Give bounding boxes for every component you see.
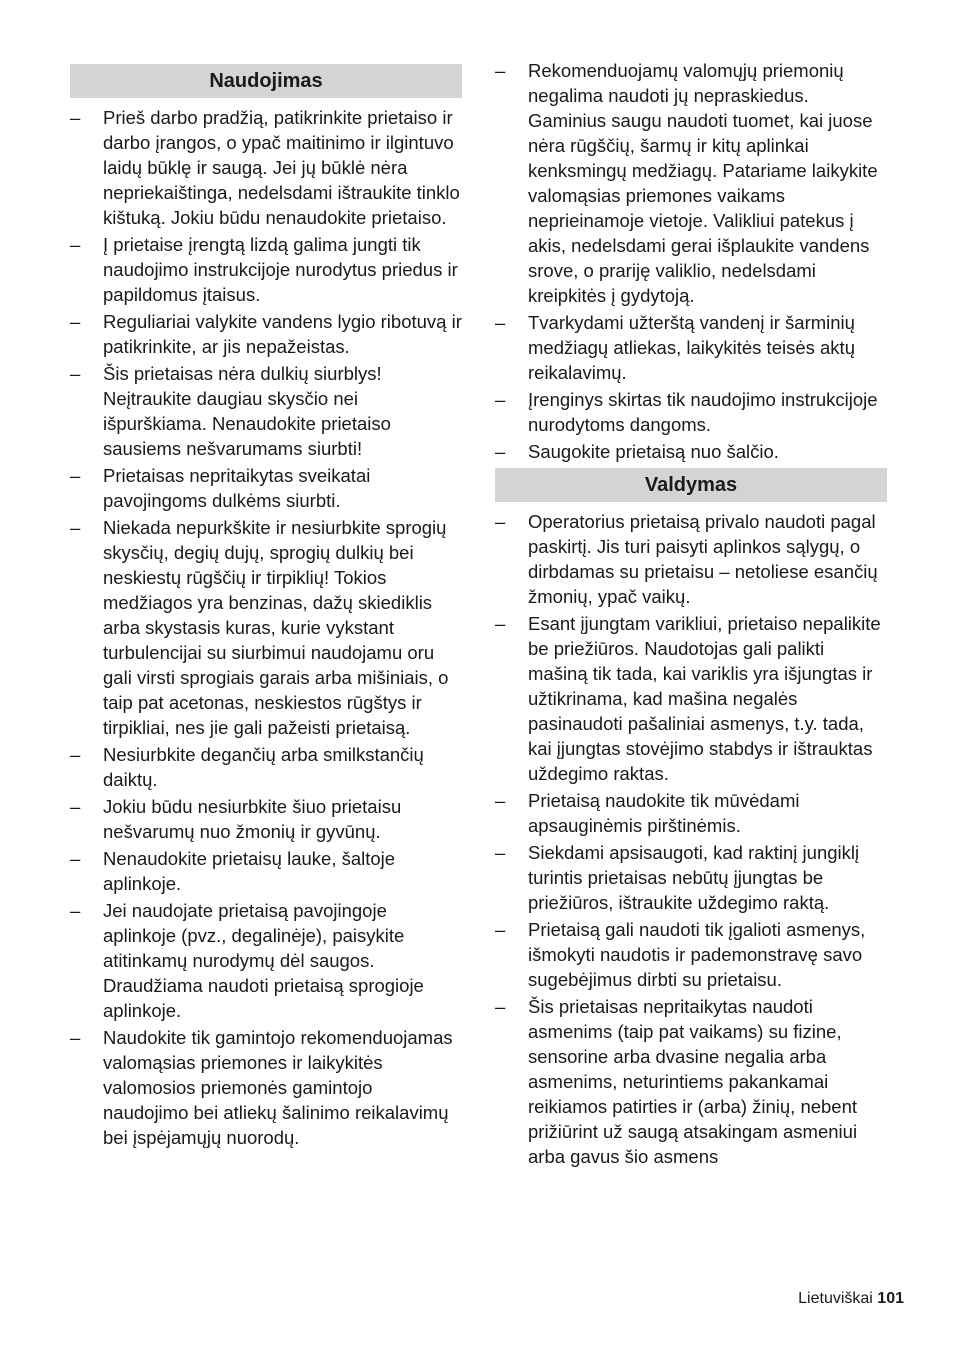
list-item bbox=[495, 509, 887, 609]
list-item bbox=[495, 439, 887, 464]
list-item bbox=[70, 742, 462, 792]
list-item-text: Jei naudojate prietaisą pavojingoje aplinkoje (pvz., degalinėje), paisykite atitinkamų nurodymų dėl saugos. Draudžiama naudoti prietaisą sprogioje aplinkoje. bbox=[103, 900, 424, 1021]
list-item-text: Siekdami apsisaugoti, kad raktinį jungiklį turintis prietaisas nebūtų įjungtas be priežiūros, ištraukite uždegimo raktą. bbox=[528, 842, 860, 913]
list-item bbox=[495, 58, 887, 308]
section-heading-operation: Valdymas bbox=[495, 468, 887, 502]
usage-list bbox=[70, 105, 462, 1150]
list-item-text: Nesiurbkite degančių arba smilkstančių daiktų. bbox=[103, 744, 424, 790]
list-item bbox=[495, 387, 887, 437]
dash-bullet: – bbox=[495, 312, 506, 333]
dash-bullet: – bbox=[495, 790, 506, 811]
usage-list-continued bbox=[495, 58, 887, 464]
dash-bullet: – bbox=[70, 234, 81, 255]
list-item-text: Reguliariai valykite vandens lygio ribotuvą ir patikrinkite, ar jis nepažeistas. bbox=[103, 311, 462, 357]
list-item bbox=[70, 1025, 462, 1150]
dash-bullet: – bbox=[495, 613, 506, 634]
list-item bbox=[70, 232, 462, 307]
left-column bbox=[70, 58, 462, 1152]
dash-bullet: – bbox=[495, 511, 506, 532]
dash-bullet: – bbox=[495, 441, 506, 462]
list-item-text: Šis prietaisas nepritaikytas naudoti asmenims (taip pat vaikams) su fizine, sensorine arba dvasine negalia arba asmenims, neturintiems pakankamai reikiamos patirties ir (arba) žinių, nebent prižiūrint už saugą atsakingam asmeniui arba gavus šio asmens bbox=[528, 996, 858, 1167]
list-item-text: Tvarkydami užterštą vandenį ir šarminių medžiagų atliekas, laikykitės teisės aktų reikalavimų. bbox=[528, 312, 855, 383]
list-item bbox=[495, 611, 887, 786]
list-item-text: Prietaisas nepritaikytas sveikatai pavojingoms dulkėms siurbti. bbox=[103, 465, 371, 511]
dash-bullet: – bbox=[495, 996, 506, 1017]
list-item-text: Nenaudokite prietaisų lauke, šaltoje aplinkoje. bbox=[103, 848, 396, 894]
list-item bbox=[495, 994, 887, 1169]
dash-bullet: – bbox=[495, 60, 506, 81]
dash-bullet: – bbox=[495, 842, 506, 863]
list-item-text: Prietaisą gali naudoti tik įgalioti asmenys, išmokyti naudotis ir pademonstravę savo sugebėjimus dirbti su prietaisu. bbox=[528, 919, 866, 990]
operation-list bbox=[495, 509, 887, 1169]
dash-bullet: – bbox=[495, 919, 506, 940]
list-item bbox=[70, 105, 462, 230]
dash-bullet: – bbox=[70, 900, 81, 921]
list-item bbox=[495, 840, 887, 915]
dash-bullet: – bbox=[70, 744, 81, 765]
dash-bullet: – bbox=[70, 848, 81, 869]
list-item bbox=[70, 309, 462, 359]
list-item-text: Prieš darbo pradžią, patikrinkite prietaiso ir darbo įrangos, o ypač maitinimo ir ilgintuvo laidų būklę ir saugą. Jei jų būklė nėra nepriekaištinga, nedelsdami ištraukite tinklo kištuką. Jokiu būdu nenaudokite prietaiso. bbox=[103, 107, 460, 228]
list-item bbox=[70, 898, 462, 1023]
list-item bbox=[70, 463, 462, 513]
list-item-text: Esant įjungtam varikliui, prietaiso nepalikite be priežiūros. Naudotojas gali palikti mašiną tik tada, kai variklis yra išjungtas ir užtikrinama, kad mašina negalės pasinaudoti pašaliniai asmenys, t.y. tada, kai įjungtas stovėjimo stabdys ir ištrauktas uždegimo raktas. bbox=[528, 613, 881, 784]
list-item bbox=[495, 310, 887, 385]
dash-bullet: – bbox=[70, 465, 81, 486]
right-column bbox=[495, 58, 887, 1171]
dash-bullet: – bbox=[495, 389, 506, 410]
page-number: 101 bbox=[877, 1290, 904, 1307]
list-item-text: Šis prietaisas nėra dulkių siurblys! Neįtraukite daugiau skysčio nei išpurškiama. Nenaudokite prietaiso sausiems nešvarumams siurbti! bbox=[103, 363, 391, 459]
footer-language: Lietuviškai bbox=[798, 1290, 873, 1307]
list-item-text: Naudokite tik gamintojo rekomenduojamas valomąsias priemones ir laikykitės valomosios priemonės gamintojo naudojimo bei atliekų šalinimo reikalavimų bei įspėjamųjų nuorodų. bbox=[103, 1027, 453, 1148]
list-item bbox=[495, 788, 887, 838]
list-item-text: Operatorius prietaisą privalo naudoti pagal paskirtį. Jis turi paisyti aplinkos sąlygų, o dirbdamas su prietaisu – netoliese esančių žmonių, ypač vaikų. bbox=[528, 511, 878, 607]
list-item bbox=[70, 361, 462, 461]
list-item bbox=[70, 515, 462, 740]
list-item-text: Įrenginys skirtas tik naudojimo instrukcijoje nurodytoms dangoms. bbox=[528, 389, 878, 435]
dash-bullet: – bbox=[70, 796, 81, 817]
list-item-text: Niekada nepurkškite ir nesiurbkite sprogių skysčių, degių dujų, sprogių dulkių bei neskiestų rūgščių ir tirpiklių! Tokios medžiagos yra benzinas, dažų skiediklis arba skystasis kuras, kurie vykstant turbulencijai su siurbimui naudojamu oru gali virsti sprogiais garais arba mišiniais, o taip pat acetonas, neskiestos rūgštys ir tirpikliai, nes jie gali pažeisti prietaisą. bbox=[103, 517, 449, 738]
list-item bbox=[495, 917, 887, 992]
list-item bbox=[70, 846, 462, 896]
list-item-text: Saugokite prietaisą nuo šalčio. bbox=[528, 441, 779, 462]
list-item bbox=[70, 794, 462, 844]
list-item-text: Jokiu būdu nesiurbkite šiuo prietaisu nešvarumų nuo žmonių ir gyvūnų. bbox=[103, 796, 402, 842]
dash-bullet: – bbox=[70, 311, 81, 332]
dash-bullet: – bbox=[70, 517, 81, 538]
page-footer bbox=[798, 1290, 904, 1308]
list-item-text: Rekomenduojamų valomųjų priemonių negalima naudoti jų nepraskiedus. Gaminius saugu naudoti tuomet, kai juose nėra rūgščių, šarmų ir kitų aplinkai kenksmingų medžiagų. Patariame laikykite valomąsias priemones vaikams neprieinamoje vietoje. Valikliui patekus į akis, nedelsdami gerai išplaukite vandens srove, o prariję valiklio, nedelsdami kreipkitės į gydytoją. bbox=[528, 60, 878, 306]
dash-bullet: – bbox=[70, 107, 81, 128]
dash-bullet: – bbox=[70, 363, 81, 384]
list-item-text: Prietaisą naudokite tik mūvėdami apsauginėmis pirštinėmis. bbox=[528, 790, 800, 836]
dash-bullet: – bbox=[70, 1027, 81, 1048]
list-item-text: Į prietaise įrengtą lizdą galima jungti tik naudojimo instrukcijoje nurodytus priedus ir papildomus įtaisus. bbox=[103, 234, 458, 305]
section-heading-usage: Naudojimas bbox=[70, 64, 462, 98]
